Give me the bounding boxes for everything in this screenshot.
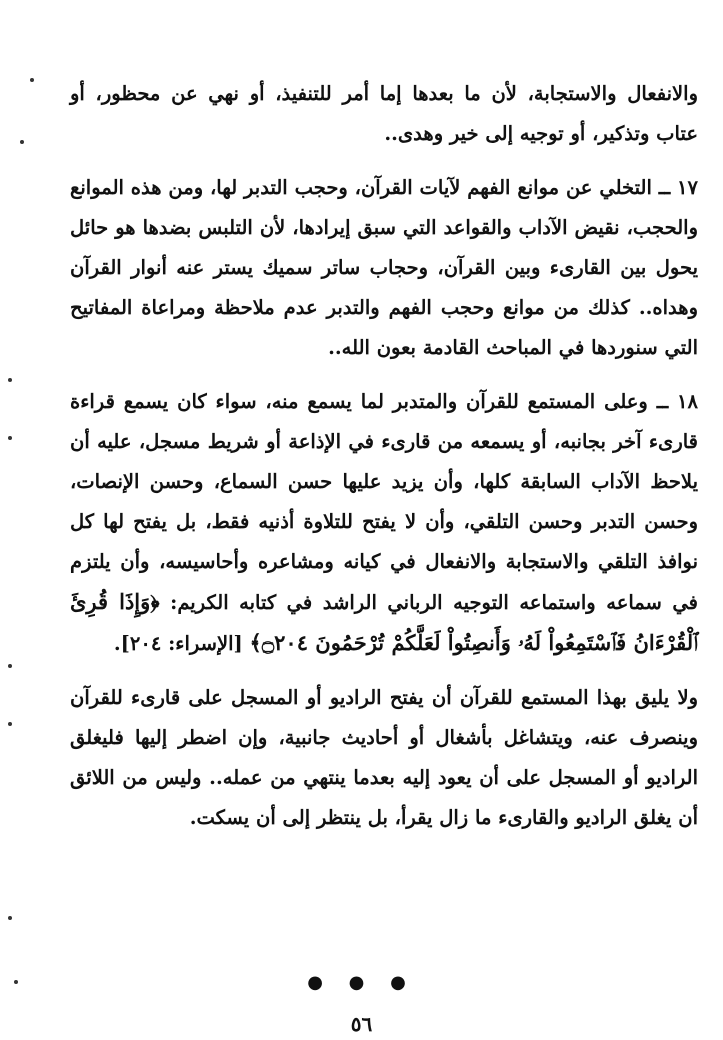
verse-reference: [الإسراء: ٢٠٤]. bbox=[113, 632, 250, 655]
paragraph-item-18 bbox=[70, 382, 698, 664]
margin-dot bbox=[8, 378, 12, 382]
section-separator: ● ● ● bbox=[307, 972, 416, 993]
paragraph-listener-etiquette: ولا يليق بهذا المستمع للقرآن أن يفتح الراديو أو المسجل على قارىء للقرآن وينصرف عنه، ويتشاغل بأشغال أو أحاديث جانبية، وإن اضطر إليها فليغلق الراديو أو المسجل على أن يعود إليه بعدما ينتهي من عمله.. وليس من اللائق أن يغلق الراديو والقارىء ما زال يقرأ، بل ينتظر إلى أن يسكت. bbox=[70, 686, 698, 829]
margin-dot bbox=[8, 916, 12, 920]
margin-dot bbox=[8, 436, 12, 440]
page-body bbox=[70, 74, 698, 838]
margin-dot bbox=[8, 722, 12, 726]
paragraph-continuation: والانفعال والاستجابة، لأن ما بعدها إما أمر للتنفيذ، أو نهي عن محظور، أو عتاب وتذكير، أو توجيه إلى خير وهدى.. bbox=[70, 82, 698, 145]
margin-dot bbox=[20, 140, 24, 144]
margin-dot bbox=[30, 78, 34, 82]
quran-verse: ﴿وَإِذَا قُرِئَ ٱلْقُرْءَانُ فَٱسْتَمِعُواْ لَهُۥ وَأَنصِتُواْ لَعَلَّكُمْ تُرْحَمُونَ ۝٢٠٤﴾ bbox=[70, 589, 698, 655]
paragraph-item-18-text: ١٨ ــ وعلى المستمع للقرآن والمتدبر لما يسمع منه، سواء كان يسمع قراءة قارىء آخر بجانبه، أو يسمعه من قارىء في الإذاعة أو شريط مسجل، عليه أن يلاحظ الآداب السابقة كلها، وأن يزيد عليها حسن السماع، وحسن الإنصات، وحسن التدبر وحسن التلقي، وأن لا يفتح للتلاوة أذنيه فقط، بل يفتح لها كل نوافذ التلقي والاستجابة والانفعال في كيانه ومشاعره وأحاسيسه، وأن يلتزم في سماعه واستماعه التوجيه الرباني الراشد في كتابه الكريم: bbox=[70, 390, 698, 614]
margin-dot bbox=[14, 980, 18, 984]
page-number: ٥٦ bbox=[350, 1012, 373, 1036]
paragraph-item-17: ١٧ ــ التخلي عن موانع الفهم لآيات القرآن، وحجب التدبر لها، ومن هذه الموانع والحجب، نقيض الآداب والقواعد التي سبق إيرادها، لأن التلبس بضدها هو حائل يحول بين القارىء وبين القرآن، وحجاب ساتر سميك يستر عنه أنوار القرآن وهداه.. كذلك من موانع وحجب الفهم والتدبر عدم ملاحظة ومراعاة المفاتيح التي سنوردها في المباحث القادمة بعون الله.. bbox=[70, 176, 698, 359]
margin-dot bbox=[8, 664, 12, 668]
